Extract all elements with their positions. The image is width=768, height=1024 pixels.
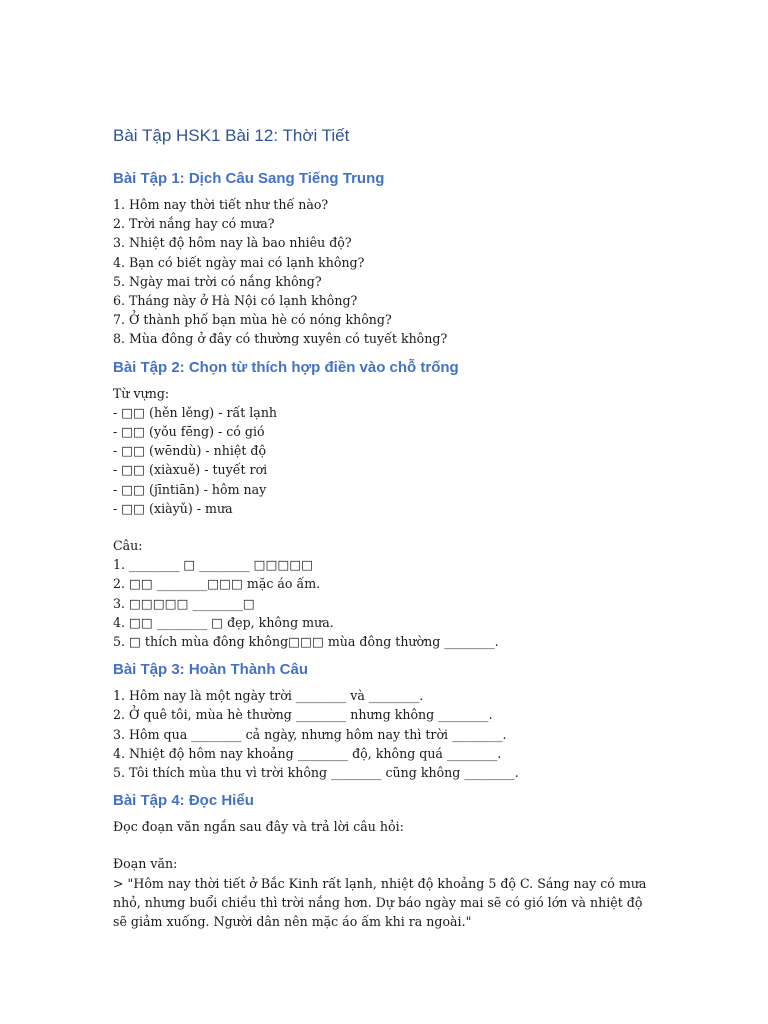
sentence-item: 5. □ thích mùa đông không□□□ mùa đông thường ________.	[113, 634, 499, 650]
list-item: 8. Mùa đông ở đây có thường xuyên có tuyết không?	[113, 331, 448, 347]
exercise-4-heading: Bài Tập 4: Đọc Hiểu	[113, 792, 254, 810]
exercise-2-heading: Bài Tập 2: Chọn từ thích hợp điền vào chỗ trống	[113, 358, 459, 376]
document-content	[113, 124, 653, 931]
list-item: 3. Nhiệt độ hôm nay là bao nhiêu độ?	[113, 235, 352, 251]
list-item: 1. Hôm nay là một ngày trời ________ và ________.	[113, 688, 424, 704]
sentence-item: 2. □□ ________□□□ mặc áo ấm.	[113, 576, 321, 592]
sentences-label: Câu:	[113, 538, 143, 554]
exercise-2	[113, 358, 653, 652]
list-item: 7. Ở thành phố bạn mùa hè có nóng không?	[113, 312, 392, 328]
vocab-item: - □□ (jīntiān) - hôm nay	[113, 481, 267, 497]
list-item: 4. Bạn có biết ngày mai có lạnh không?	[113, 254, 365, 270]
exercise-4-intro: Đọc đoạn văn ngắn sau đây và trả lời câu hỏi:	[113, 819, 404, 835]
list-item: 6. Tháng này ở Hà Nội có lạnh không?	[113, 293, 358, 309]
exercise-3	[113, 660, 653, 782]
vocab-item: - □□ (xiàyǔ) - mưa	[113, 500, 233, 516]
vocab-item: - □□ (wēndù) - nhiệt độ	[113, 443, 267, 459]
list-item: 1. Hôm nay thời tiết như thế nào?	[113, 197, 329, 212]
vocab-item: - □□ (hěn lěng) - rất lạnh	[113, 404, 278, 420]
passage-text: > "Hôm nay thời tiết ở Bắc Kinh rất lạnh, nhiệt độ khoảng 5 độ C. Sáng nay có mưa nhỏ, nhưng buổi chiều thì trời nắng hơn. Dự báo ngày mai sẽ có gió lớn và nhiệt độ sẽ giảm xuống. Người dân nên mặc áo ấm khi ra ngoài."	[113, 875, 647, 930]
sentence-item: 4. □□ ________ □ đẹp, không mưa.	[113, 614, 334, 630]
vocab-label: Từ vựng:	[113, 385, 170, 401]
exercise-1	[113, 169, 653, 349]
sentence-item: 1. ________ □ ________ □□□□□	[113, 557, 314, 573]
vocab-item: - □□ (xiàxuě) - tuyết rơi	[113, 462, 268, 478]
list-item: 4. Nhiệt độ hôm nay khoảng ________ độ, không quá ________.	[113, 745, 502, 761]
list-item: 5. Ngày mai trời có nắng không?	[113, 273, 322, 289]
page-title: Bài Tập HSK1 Bài 12: Thời Tiết	[113, 126, 350, 145]
sentence-item: 3. □□□□□ ________□	[113, 595, 255, 611]
list-item: 5. Tôi thích mùa thu vì trời không ________ cũng không ________.	[113, 765, 519, 781]
list-item: 2. Trời nắng hay có mưa?	[113, 216, 275, 232]
exercise-3-heading: Bài Tập 3: Hoàn Thành Câu	[113, 661, 309, 679]
vocab-item: - □□ (yǒu fēng) - có gió	[113, 424, 265, 440]
passage-label: Đoạn văn:	[113, 856, 178, 872]
exercise-1-heading: Bài Tập 1: Dịch Câu Sang Tiếng Trung	[113, 170, 385, 187]
exercise-4	[113, 791, 653, 931]
list-item: 3. Hôm qua ________ cả ngày, nhưng hôm nay thì trời ________.	[113, 726, 507, 742]
list-item: 2. Ở quê tôi, mùa hè thường ________ nhưng không ________.	[113, 707, 493, 723]
